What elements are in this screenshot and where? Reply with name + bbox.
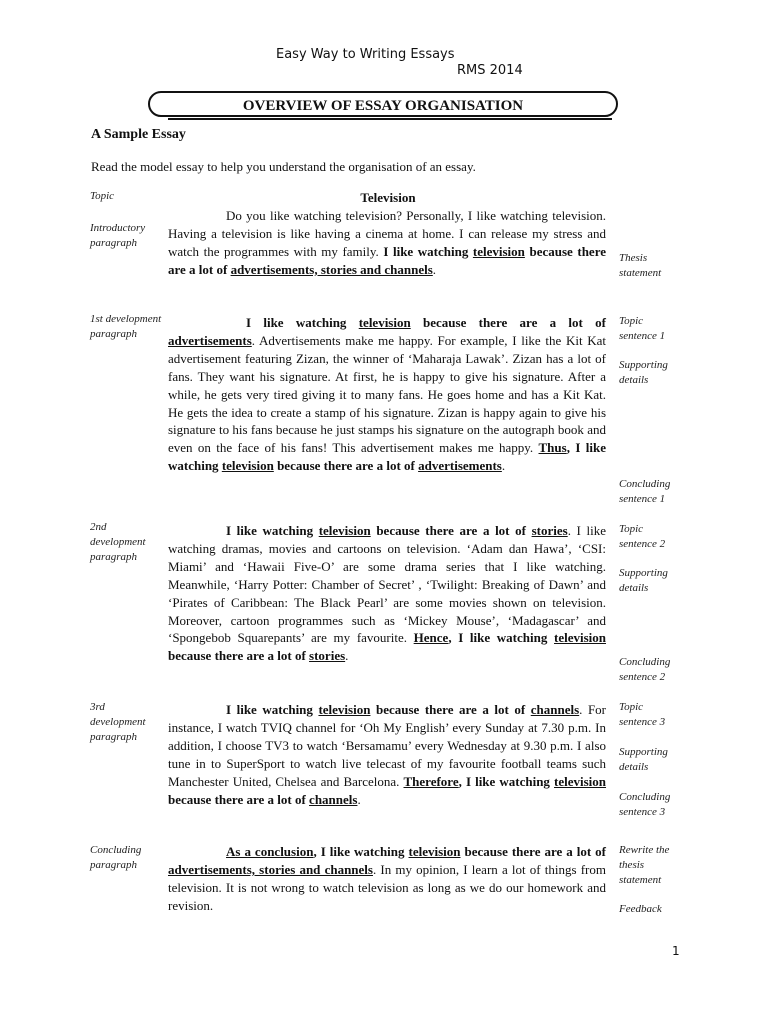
label-topic-sentence-1: Topic sentence 1 <box>619 315 666 342</box>
header-line-1: Easy Way to Writing Essays <box>276 47 455 62</box>
label-concluding-sentence-1: Concluding sentence 1 <box>619 478 671 505</box>
concluding-paragraph: As a conclusion, I like watching television because there are a lot of advertisements, stories and channels. In my opinion, I learn a lot of things from television. It is not wrong to watch television as long as we do our homework and revision. <box>168 844 606 913</box>
label-development-paragraph-3: 3rd development paragraph <box>90 701 146 743</box>
label-introductory-paragraph: Introductory paragraph <box>90 222 146 249</box>
essay-title: Television <box>360 190 416 205</box>
label-development-paragraph-2: 2nd development paragraph <box>90 521 146 563</box>
label-thesis-statement: Thesis statement <box>619 252 662 279</box>
label-feedback: Feedback <box>619 903 662 915</box>
label-concluding-sentence-2: Concluding sentence 2 <box>619 656 671 683</box>
label-topic-sentence-2: Topic sentence 2 <box>619 523 666 550</box>
development-paragraph-1: I like watching television because there are a lot of advertisements. Advertisements make me happy. For example, I like the Kit Kat advertisement featuring Zizan, the winner of ‘Maharaja Lawak’. Zizan has a lot of fans. They want his signature. At first, he is happy to give his signature. After a while, he gets very tired giving it to many fans. He goes home and has a Kit Kat. He gets the idea to create a stamp of his signature. Zizan is happy again to give his signature to his fans because he just stamps his signature on the autograph book and even on the face of his fans! This advertisement makes me happy. Thus, I like watching television because there are a lot of advertisements. <box>168 315 606 474</box>
page-number: 1 <box>672 944 680 958</box>
label-supporting-details-1: Supporting details <box>619 359 668 386</box>
label-development-paragraph-1: 1st development paragraph <box>90 313 162 340</box>
intro-text: Read the model essay to help you understand the organisation of an essay. <box>91 159 476 174</box>
introductory-paragraph: Do you like watching television? Personally, I like watching television. Having a television is like having a cinema at home. I can release my stress and watch the programmes with my family. I like watching television because there are a lot of advertisements, stories and channels. <box>168 208 607 277</box>
label-topic-sentence-3: Topic sentence 3 <box>619 701 666 728</box>
label-rewrite-thesis: Rewrite the thesis statement <box>619 844 670 886</box>
development-paragraph-3: I like watching television because there are a lot of channels. For instance, I watch TVIQ channel for ‘Oh My English’ every Sunday at 7.30 p.m. In addition, I choose TV3 to watch ‘Bersamamu’ every Wednesday at 9.30 p.m. I also tune in to SuperSport to watch live telecast of my favourite football teams such Manchester United, Chelsea and Barcelona. Therefore, I like watching television because there are a lot of channels. <box>168 702 607 807</box>
header-line-2: RMS 2014 <box>457 63 523 78</box>
development-paragraph-2: I like watching television because there are a lot of stories. I like watching dramas, movies and cartoons on television. ‘Adam dan Hawa’, ‘CSI: Miami’ and ‘Hawaii Five-O’ are some drama series that I like watching. Meanwhile, ‘Harry Potter: Chamber of Secret’ , ‘Twilight: Breaking of Dawn’ and ‘Pirates of Caribbean: The Black Pearl’ are some movies shown on television. Moreover, cartoon programmes such as ‘Mickey Mouse’, ‘Madagascar’ and ‘Spongebob Squarepants’ are my favourite. Hence, I like watching television because there are a lot of stories. <box>168 523 607 664</box>
label-concluding-sentence-3: Concluding sentence 3 <box>619 791 671 818</box>
section-title: A Sample Essay <box>91 127 186 142</box>
label-topic: Topic <box>90 190 115 202</box>
title-underline <box>168 118 612 120</box>
document-title: OVERVIEW OF ESSAY ORGANISATION <box>148 91 618 117</box>
label-supporting-details-2: Supporting details <box>619 567 668 594</box>
label-concluding-paragraph: Concluding paragraph <box>90 844 142 871</box>
label-supporting-details-3: Supporting details <box>619 746 668 773</box>
